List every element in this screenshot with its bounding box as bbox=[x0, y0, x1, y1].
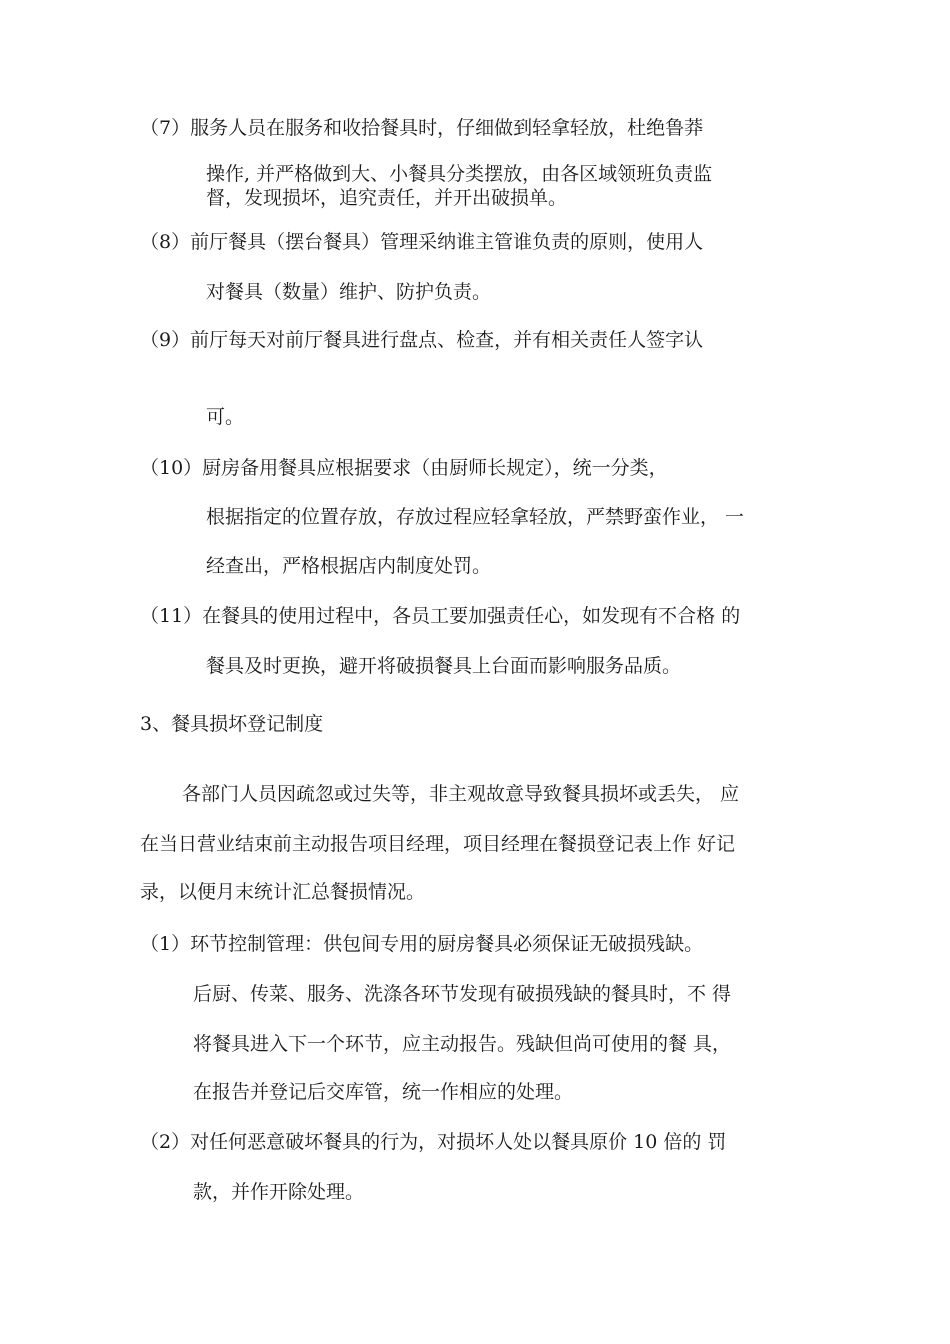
section-3-paragraph-line-1: 各部门人员因疏忽或过失等，非主观故意导致餐具损坏或丢失， 应 bbox=[182, 783, 740, 805]
section-3-paragraph-line-2: 在当日营业结束前主动报告项目经理，项目经理在餐损登记表上作 好记 bbox=[140, 833, 736, 855]
section-3-heading: 3、餐具损坏登记制度 bbox=[140, 713, 324, 735]
item-10-line-1: （10）厨房备用餐具应根据要求（由厨师长规定），统一分类， bbox=[140, 457, 668, 479]
item-9-line-2: 可。 bbox=[206, 406, 245, 428]
sub-item-1-line-2: 后厨、传菜、服务、洗涤各环节发现有破损残缺的餐具时，不 得 bbox=[193, 983, 732, 1005]
item-10-line-2: 根据指定的位置存放，存放过程应轻拿轻放，严禁野蛮作业， 一 bbox=[206, 506, 745, 528]
item-7-line-3: 督，发现损坏，追究责任，并开出破损单。 bbox=[206, 187, 568, 209]
section-3-paragraph-line-3: 录，以便月末统计汇总餐损情况。 bbox=[140, 881, 426, 903]
item-7-line-2: 操作, 并严格做到大、小餐具分类摆放，由各区域领班负责监 bbox=[206, 163, 713, 185]
item-8-line-2: 对餐具（数量）维护、防护负责。 bbox=[206, 281, 492, 303]
item-10-line-3: 经查出，严格根据店内制度处罚。 bbox=[206, 555, 492, 577]
sub-item-1-line-1: （1）环节控制管理：供包间专用的厨房餐具必须保证无破损残缺。 bbox=[140, 933, 704, 955]
item-11-line-1: （11）在餐具的使用过程中，各员工要加强责任心，如发现有不合格 的 bbox=[140, 605, 741, 627]
sub-item-2-line-2: 款，并作开除处理。 bbox=[193, 1181, 365, 1203]
sub-item-1-line-3: 将餐具进入下一个环节，应主动报告。残缺但尚可使用的餐 具， bbox=[193, 1033, 732, 1055]
item-9-line-1: （9）前厅每天对前厅餐具进行盘点、检查，并有相关责任人签字认 bbox=[140, 329, 704, 351]
item-8-line-1: （8）前厅餐具（摆台餐具）管理采纳谁主管谁负责的原则，使用人 bbox=[140, 231, 704, 253]
item-7-line-1: （7）服务人员在服务和收拾餐具时，仔细做到轻拿轻放，杜绝鲁莽 bbox=[140, 117, 704, 139]
sub-item-1-line-4: 在报告并登记后交库管，统一作相应的处理。 bbox=[193, 1081, 574, 1103]
item-11-line-2: 餐具及时更换，避开将破损餐具上台面而影响服务品质。 bbox=[206, 655, 682, 677]
sub-item-2-line-1: （2）对任何恶意破坏餐具的行为，对损坏人处以餐具原价 10 倍的 罚 bbox=[140, 1131, 727, 1153]
